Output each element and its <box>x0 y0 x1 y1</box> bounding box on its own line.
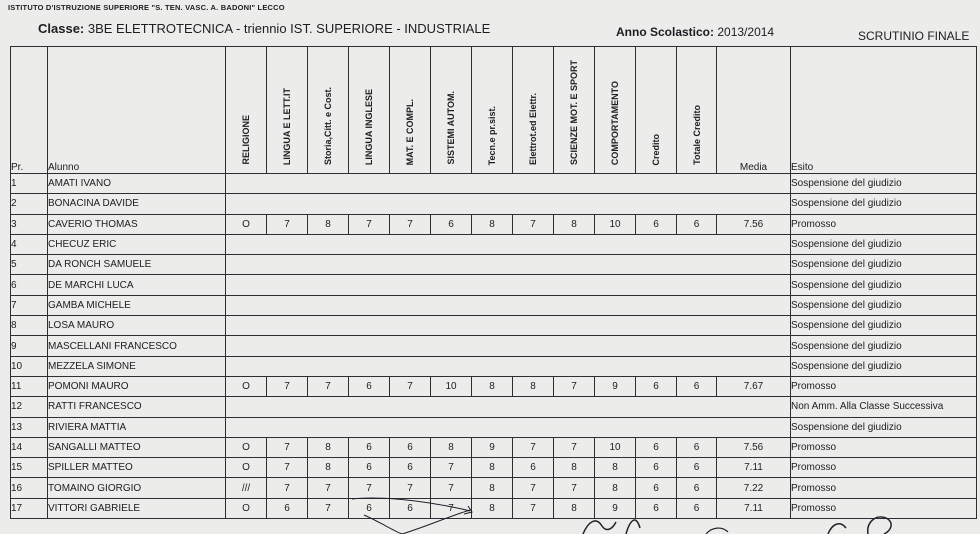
student-name: MEZZELA SIMONE <box>48 356 226 376</box>
row-number: 2 <box>11 194 48 214</box>
grade-cell: O <box>226 458 267 478</box>
grade-cell: 8 <box>431 437 472 457</box>
esito-cell: Sospensione del giudizio <box>791 255 977 275</box>
header-pr: Pr. <box>11 47 48 174</box>
grade-cell: 8 <box>472 478 513 498</box>
grade-cell: 6 <box>349 458 390 478</box>
media-cell: 7.56 <box>717 437 791 457</box>
class-line <box>38 21 490 36</box>
header-subject <box>677 47 717 174</box>
esito-cell: Promosso <box>791 214 977 234</box>
header-subject <box>513 47 554 174</box>
student-name: RATTI FRANCESCO <box>48 397 226 417</box>
subject-label: Totale Credito <box>691 105 702 165</box>
table-row <box>11 376 977 396</box>
grade-cell: 8 <box>554 498 595 518</box>
header-esito: Esito <box>791 47 977 174</box>
row-number: 1 <box>11 174 48 194</box>
grade-cell: 7 <box>431 478 472 498</box>
grade-cell: 6 <box>349 376 390 396</box>
student-name: SPILLER MATTEO <box>48 458 226 478</box>
row-number: 3 <box>11 214 48 234</box>
grade-cell: 6 <box>677 458 717 478</box>
esito-cell: Sospensione del giudizio <box>791 275 977 295</box>
media-cell: 7.22 <box>717 478 791 498</box>
header-row <box>11 47 977 174</box>
esito-cell: Promosso <box>791 478 977 498</box>
grade-cell: 6 <box>636 458 677 478</box>
subject-label: COMPORTAMENTO <box>610 80 620 165</box>
esito-cell: Sospensione del giudizio <box>791 295 977 315</box>
student-name: RIVIERA MATTIA <box>48 417 226 437</box>
grades-empty <box>226 234 791 254</box>
grades-empty <box>226 295 791 315</box>
grade-cell: 10 <box>595 437 636 457</box>
student-name: SANGALLI MATTEO <box>48 437 226 457</box>
table-row <box>11 174 977 194</box>
esito-cell: Non Amm. Alla Classe Successiva <box>791 397 977 417</box>
grade-cell: 6 <box>636 478 677 498</box>
row-number: 16 <box>11 478 48 498</box>
school-year <box>616 25 774 39</box>
esito-cell: Sospensione del giudizio <box>791 417 977 437</box>
subject-label: SISTEMI AUTOM. <box>446 91 456 165</box>
grade-cell: 7 <box>513 478 554 498</box>
student-name: GAMBA MICHELE <box>48 295 226 315</box>
grade-cell: O <box>226 214 267 234</box>
grade-cell: 7 <box>554 376 595 396</box>
grade-cell: 6 <box>349 437 390 457</box>
grade-cell: 7 <box>513 498 554 518</box>
grade-cell: 7 <box>554 437 595 457</box>
student-name: DE MARCHI LUCA <box>48 275 226 295</box>
row-number: 13 <box>11 417 48 437</box>
subject-label: MAT. E COMPL. <box>405 98 415 165</box>
header-subject <box>636 47 677 174</box>
row-number: 9 <box>11 336 48 356</box>
row-number: 11 <box>11 376 48 396</box>
student-name: MASCELLANI FRANCESCO <box>48 336 226 356</box>
esito-cell: Promosso <box>791 437 977 457</box>
grade-cell: 6 <box>636 214 677 234</box>
grades-table <box>10 46 977 519</box>
grade-cell: O <box>226 498 267 518</box>
table-row <box>11 417 977 437</box>
header-subject <box>472 47 513 174</box>
grade-cell: 6 <box>349 498 390 518</box>
media-cell: 7.56 <box>717 214 791 234</box>
grade-cell: 7 <box>431 498 472 518</box>
grade-cell: 7 <box>308 498 349 518</box>
esito-cell: Sospensione del giudizio <box>791 316 977 336</box>
class-label: Classe: <box>38 21 85 36</box>
student-name: TOMAINO GIORGIO <box>48 478 226 498</box>
grade-cell: 7 <box>267 458 308 478</box>
header-alunno: Alunno <box>48 47 226 174</box>
subject-label: RELIGIONE <box>241 115 251 165</box>
subject-label: LINGUA INGLESE <box>364 88 374 165</box>
student-name: CAVERIO THOMAS <box>48 214 226 234</box>
grade-cell: 6 <box>636 376 677 396</box>
header-subject <box>349 47 390 174</box>
grade-cell: 6 <box>390 437 431 457</box>
table-row <box>11 295 977 315</box>
grade-cell: 10 <box>595 214 636 234</box>
row-number: 17 <box>11 498 48 518</box>
grade-cell: 10 <box>431 376 472 396</box>
grades-empty <box>226 397 791 417</box>
student-name: POMONI MAURO <box>48 376 226 396</box>
grade-cell: O <box>226 376 267 396</box>
table-row <box>11 234 977 254</box>
table-row <box>11 214 977 234</box>
grades-empty <box>226 174 791 194</box>
row-number: 10 <box>11 356 48 376</box>
grade-cell: 7 <box>390 214 431 234</box>
esito-cell: Sospensione del giudizio <box>791 356 977 376</box>
student-name: AMATI IVANO <box>48 174 226 194</box>
grade-cell: 7 <box>267 214 308 234</box>
esito-cell: Promosso <box>791 458 977 478</box>
school-year-label: Anno Scolastico: <box>616 25 715 39</box>
grade-cell: 7 <box>431 458 472 478</box>
grade-cell: 7 <box>349 214 390 234</box>
grade-cell: 7 <box>267 376 308 396</box>
grade-cell: 6 <box>677 437 717 457</box>
grades-empty <box>226 194 791 214</box>
row-number: 5 <box>11 255 48 275</box>
subject-label: Elettrot.ed Elettr. <box>528 92 538 165</box>
grades-empty <box>226 255 791 275</box>
header-subject <box>554 47 595 174</box>
grade-cell: O <box>226 437 267 457</box>
subject-label: Credito <box>651 133 661 165</box>
grade-cell: 7 <box>349 478 390 498</box>
grade-cell: 6 <box>267 498 308 518</box>
grade-cell: 6 <box>677 214 717 234</box>
subject-label: LINGUA E LETT.IT <box>282 87 292 165</box>
esito-cell: Sospensione del giudizio <box>791 336 977 356</box>
grade-cell: 6 <box>677 478 717 498</box>
table-row <box>11 397 977 417</box>
grade-cell: 6 <box>513 458 554 478</box>
grade-cell: 8 <box>472 498 513 518</box>
grades-empty <box>226 417 791 437</box>
grade-cell: 6 <box>390 498 431 518</box>
grades-empty <box>226 356 791 376</box>
row-number: 6 <box>11 275 48 295</box>
table-row <box>11 498 977 518</box>
grade-cell: 9 <box>472 437 513 457</box>
grade-cell: 7 <box>308 376 349 396</box>
grades-empty <box>226 336 791 356</box>
student-name: CHECUZ ERIC <box>48 234 226 254</box>
table-row <box>11 194 977 214</box>
grade-cell: 8 <box>554 214 595 234</box>
grade-cell: 7 <box>308 478 349 498</box>
grade-cell: 7 <box>513 437 554 457</box>
grade-cell: 6 <box>677 498 717 518</box>
table-row <box>11 458 977 478</box>
grade-cell: 7 <box>390 376 431 396</box>
esito-cell: Sospensione del giudizio <box>791 174 977 194</box>
grade-cell: 9 <box>595 498 636 518</box>
grade-cell: 8 <box>308 437 349 457</box>
row-number: 12 <box>11 397 48 417</box>
school-year-value: 2013/2014 <box>717 25 775 39</box>
subject-label: SCIENZE MOT. E SPORT <box>569 59 579 165</box>
student-name: VITTORI GABRIELE <box>48 498 226 518</box>
row-number: 15 <box>11 458 48 478</box>
table-row <box>11 316 977 336</box>
esito-cell: Sospensione del giudizio <box>791 194 977 214</box>
grade-cell: 7 <box>390 478 431 498</box>
grades-empty <box>226 316 791 336</box>
table-row <box>11 437 977 457</box>
student-name: BONACINA DAVIDE <box>48 194 226 214</box>
grade-cell: 7 <box>554 478 595 498</box>
esito-cell: Promosso <box>791 498 977 518</box>
class-value: 3BE ELETTROTECNICA - triennio IST. SUPERIORE - INDUSTRIALE <box>87 21 491 36</box>
grade-cell: 6 <box>636 437 677 457</box>
table-row <box>11 356 977 376</box>
row-number: 4 <box>11 234 48 254</box>
table-row <box>11 255 977 275</box>
grade-cell: 7 <box>267 478 308 498</box>
header-subject <box>431 47 472 174</box>
grade-cell: 8 <box>513 376 554 396</box>
header-subject <box>595 47 636 174</box>
esito-cell: Sospensione del giudizio <box>791 234 977 254</box>
header-subject <box>226 47 267 174</box>
student-rows <box>11 174 977 519</box>
esito-cell: Promosso <box>791 376 977 396</box>
grade-cell: 8 <box>308 214 349 234</box>
student-name: DA RONCH SAMUELE <box>48 255 226 275</box>
table-row <box>11 275 977 295</box>
grade-cell: 8 <box>472 376 513 396</box>
header-media: Media <box>717 47 791 174</box>
media-cell: 7.11 <box>717 498 791 518</box>
row-number: 14 <box>11 437 48 457</box>
grade-cell: 6 <box>636 498 677 518</box>
media-cell: 7.67 <box>717 376 791 396</box>
row-number: 8 <box>11 316 48 336</box>
subject-label: Storia,Citt. e Cost. <box>323 86 333 165</box>
grade-cell: 7 <box>513 214 554 234</box>
grade-cell: 6 <box>677 376 717 396</box>
grade-cell: 8 <box>472 214 513 234</box>
header-subject <box>267 47 308 174</box>
grade-cell: 8 <box>595 458 636 478</box>
student-name: LOSA MAURO <box>48 316 226 336</box>
scrutinio-title: SCRUTINIO FINALE <box>858 29 970 43</box>
header-subject <box>308 47 349 174</box>
table-row <box>11 336 977 356</box>
table-row <box>11 478 977 498</box>
grade-cell: 7 <box>267 437 308 457</box>
grade-cell: 8 <box>308 458 349 478</box>
header-subject <box>390 47 431 174</box>
media-cell: 7.11 <box>717 458 791 478</box>
grade-cell: 8 <box>554 458 595 478</box>
grade-cell: 6 <box>390 458 431 478</box>
grade-cell: 8 <box>595 478 636 498</box>
subject-label: Tecn.e pr.sist. <box>487 105 497 165</box>
grades-empty <box>226 275 791 295</box>
grade-cell: /// <box>226 478 267 498</box>
row-number: 7 <box>11 295 48 315</box>
grade-cell: 8 <box>472 458 513 478</box>
grade-cell: 9 <box>595 376 636 396</box>
institute-name: ISTITUTO D'ISTRUZIONE SUPERIORE "S. TEN. VASC. A. BADONI" LECCO <box>8 3 285 12</box>
grade-cell: 6 <box>431 214 472 234</box>
